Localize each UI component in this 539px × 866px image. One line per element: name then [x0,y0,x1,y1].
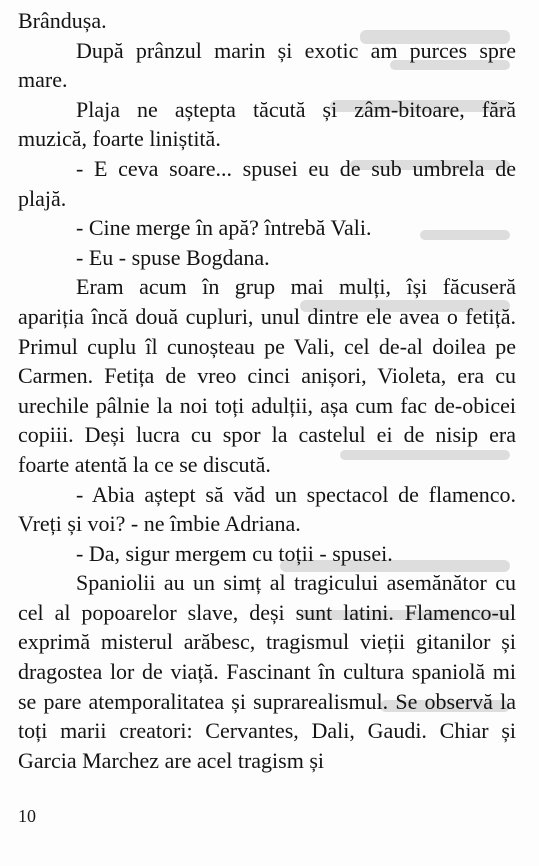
dialogue-line: - Da, sigur mergem cu toții - spusei. [76,540,393,566]
paragraph: Brândușa. [18,8,107,33]
dialogue-line: - E ceva soare... spusei eu de sub umbrela de plajă. [18,155,516,211]
paragraph: Eram acum în grup mai mulți, își făcuseră apariția încă două cupluri, unul dintre ele avea o fetiță. Primul cuplu îl cunoșteau pe Vali, cel de-al doilea pe Carmen. Fetița de vreo cinci anișori, Violeta, era cu urechile pâlnie la noi toți adulții, așa cum fac de-obicei copiii. Deși lucra cu spor la castelul ei de nisip era foarte atentă la ce se discută. [18,274,516,477]
paragraph: Spaniolii au un simț al tragicului asemănător cu cel al popoarelor slave, deși sunt latini. Flamenco-ul exprimă misterul arăbesc, tragismul vieții gitanilor și dragostea lor de viață. Fascinant în cultura spaniolă mi se pare atemporalitatea și suprarealismul. Se observă la toți marii creatori: Cervantes, Dali, Gaudi. Chiar și Garcia Marchez are acel tragism și [18,570,516,773]
dialogue-line: - Eu - spuse Bogdana. [76,244,270,270]
body-text [18,6,516,775]
page-number: 10 [18,806,36,826]
paragraph: Plaja ne aștepta tăcută și zâm-bitoare, fără muzică, foarte liniștită. [18,96,516,152]
dialogue-line: - Abia aștept să văd un spectacol de flamenco. Vreți și voi? - ne îmbie Adriana. [18,481,516,537]
paragraph: După prânzul marin și exotic am purces spre mare. [18,37,516,93]
dialogue-line: - Cine merge în apă? întrebă Vali. [76,215,372,241]
